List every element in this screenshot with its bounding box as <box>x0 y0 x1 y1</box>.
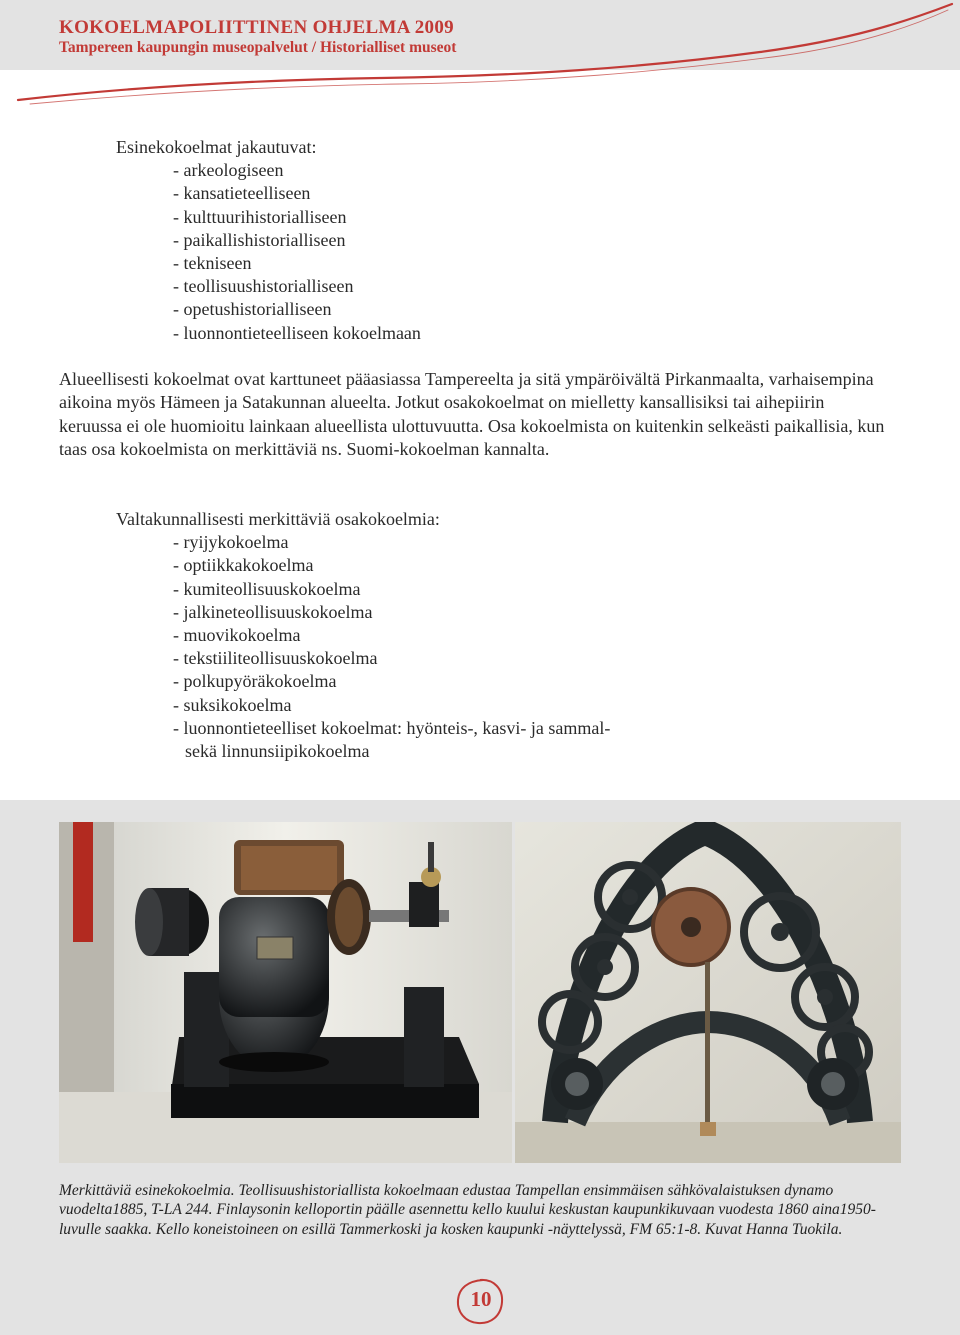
header-subtitle: Tampereen kaupungin museopalvelut / Historialliset museot <box>59 39 457 56</box>
list-item: - luonnontieteelliseen kokoelmaan <box>173 322 421 343</box>
list-item: - optiikkakokoelma <box>173 555 314 576</box>
list-item <box>173 717 610 763</box>
photo-caption: Merkittäviä esinekokoelmia. Teollisuushistoriallista kokoelmaan edustaa Tampellan ensimmäisen sähkövalaistuksen dynamo vuodelta1885, T-LA 244. Finlaysonin kelloportin päälle asennettu kello kuului keskustan kaupunkikuvaan vuodesta 1860 aina1950-luvulle saakka. Kello koneistoineen on esillä Tammerkoski ja kosken kaupunki -näyttelyssä, FM 65:1-8. Kuvat Hanna Tuokila. <box>59 1182 876 1238</box>
list-item: - kulttuurihistorialliseen <box>173 206 347 227</box>
list-item: - polkupyöräkokoelma <box>173 671 337 692</box>
national-collections-list <box>116 508 610 763</box>
dynamo-photo <box>59 822 512 1163</box>
list-item: - paikallishistorialliseen <box>173 229 346 250</box>
list-item: - muovikokoelma <box>173 625 301 646</box>
list-item: - kansatieteelliseen <box>173 183 311 204</box>
national-collections-intro: Valtakunnallisesti merkittäviä osakokoelmia: <box>116 509 440 529</box>
clock-mechanism-photo <box>515 822 901 1163</box>
page-number: 10 <box>470 1287 492 1311</box>
object-collections-list <box>116 136 421 345</box>
list-item: - jalkineteollisuuskokoelma <box>173 601 373 622</box>
list-item: - suksikokoelma <box>173 694 292 715</box>
list-item-continuation: sekä linnunsiipikokoelma <box>185 741 370 762</box>
header-swoosh-decoration <box>0 0 960 110</box>
regional-paragraph: Alueellisesti kokoelmat ovat karttuneet pääasiassa Tampereelta ja sitä ympäröivältä Pirkanmaalta, varhaisempina aikoina myös Hämeen ja Satakunnan alueelta. Jotkut osakokoelmat on mielletty kansallisiksi tai aihepiirin keruussa ei ole huomioitu lainkaan alueellista ulottuvuutta. Osa kokoelmista on kuitenkin selkeästi paikallisia, kun taas osa kokoelmista on merkittäviä ns. Suomi-kokoelman kannalta. <box>59 369 885 459</box>
header-title: KOKOELMAPOLIITTINEN OHJELMA 2009 <box>59 17 454 38</box>
list-item: - teollisuushistorialliseen <box>173 276 354 297</box>
list-item: - ryijykokoelma <box>173 532 289 553</box>
list-item: - tekstiiliteollisuuskokoelma <box>173 648 378 669</box>
list-item: - kumiteollisuuskokoelma <box>173 578 361 599</box>
list-item: - tekniseen <box>173 253 252 274</box>
object-collections-intro: Esinekokoelmat jakautuvat: <box>116 137 317 157</box>
list-item: - opetushistorialliseen <box>173 299 332 320</box>
list-item: - arkeologiseen <box>173 160 284 181</box>
photo-band <box>0 800 960 1335</box>
list-item-text: - luonnontieteelliset kokoelmat: hyönteis-, kasvi- ja sammal- <box>173 717 611 738</box>
